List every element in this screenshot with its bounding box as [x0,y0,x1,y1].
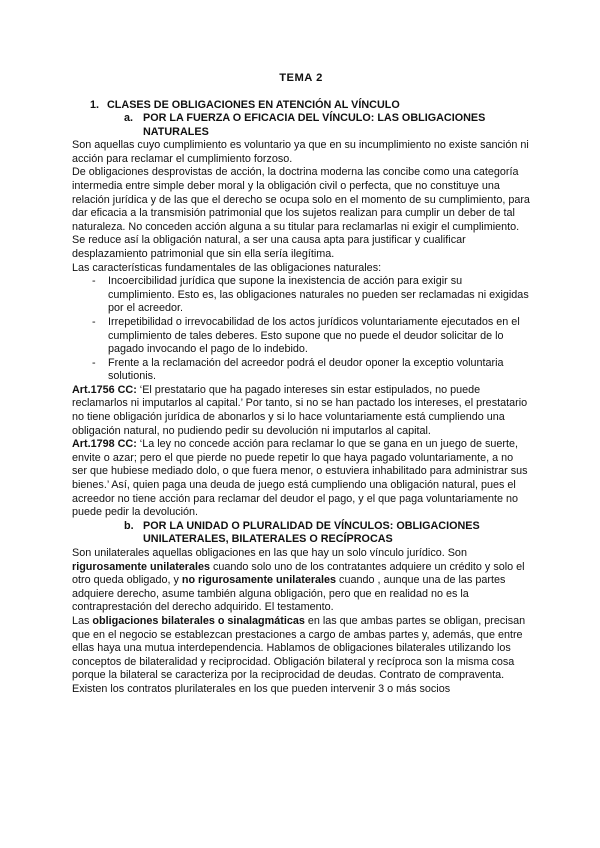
document-title: TEMA 2 [279,72,323,84]
document-page [72,72,530,697]
article-label-1756: Art.1756 CC: [72,383,137,396]
subsection-heading-b [72,520,530,547]
subsection-letter-b: b. [124,519,134,532]
paragraph-art-1798 [72,438,530,520]
paragraph-characteristics-intro: Las características fundamentales de las obligaciones naturales: [72,261,382,274]
subsection-heading-a-text: POR LA FUERZA O EFICACIA DEL VÍNCULO: LAS OBLIGACIONES NATURALES [143,112,486,138]
text-run: cuando solo uno de los contratantes adquiere un crédito y solo el otro queda obligado, y [72,560,525,587]
section-heading-text: CLASES DE OBLIGACIONES EN ATENCIÓN AL VÍNCULO [107,99,400,111]
article-label-1798: Art.1798 CC: [72,438,137,451]
paragraph-doctrine: De obligaciones desprovistas de acción, la doctrina moderna las concibe como una categoría intermedia entre simple deber moral y la obligación civil o perfecta, que no constituye una relación jurídica y de las que el derecho se ocupa solo en el momento de su cumplimiento, para dar eficacia a la transmisión patrimonial que los sujetos realizan para cumplir un deber de tal naturaleza. No conceden acción alguna a su titular para reclamarlas ni exigir el cumplimiento. Se reduce así la obligación natural, a ser una causa apta para justificar y cualificar desplazamiento patrimonial que sin ella sería ilegítima. [72,166,530,260]
subsection-heading-a [72,112,530,139]
article-text-1756: ‘El prestatario que ha pagado intereses sin estar estipulados, no puede reclamarlos ni imputarlos al capital.’ Por tanto, si no se han pactado los intereses, el prestatario no tiene obligación jurídica de abonarlos y si lo hace voluntariamente está cumpliendo una obligación natural, no pudiendo pedir su devolución ni imputarlos al capital. [72,383,528,437]
section-heading-1 [72,98,530,112]
list-item: - Incoercibilidad jurídica que supone la inexistencia de acción para exigir su cumplimiento. Esto es, las obligaciones naturales no pueden ser reclamadas ni exigidas por el acreedor. [92,275,529,315]
subsection-letter-a: a. [124,112,134,124]
bold-term: rigurosamente unilaterales [72,560,211,573]
subsection-heading-b-text: POR LA UNIDAD O PLURALIDAD DE VÍNCULOS: OBLIGACIONES UNILATERALES, BILATERALES O RECÍPROCAS [143,519,480,546]
bold-term: obligaciones bilaterales o sinalagmáticas [92,614,305,627]
section-number: 1. [90,99,100,111]
list-item-text: Incoercibilidad jurídica que supone la inexistencia de acción para exigir su cumplimiento. Esto es, las obligaciones naturales no pueden ser reclamadas ni exigidas por el acreedor. [108,275,529,315]
paragraph-unilateral [72,547,530,615]
text-run: en las que ambas partes se obligan, precisan que en el negocio se establezcan prestaciones a cargo de ambas partes y, además, que entre ellas haya una mutua interdependencia. Hablamos de obligaciones bilaterales utilizando los conceptos de bilateralidad y reciprocidad. Obligación bilateral y recíproca son la misma cosa porque la bilateral se caracteriza por la reciprocidad de deudas. Contrato de compraventa. [72,614,526,682]
list-item: - Frente a la reclamación del acreedor podrá el deudor oponer la exceptio voluntaria solutionis. [92,356,504,383]
paragraph-art-1756 [72,384,530,438]
paragraph-plurilateral: Existen los contratos plurilaterales en los que pueden intervenir 3 o más socios [72,682,451,695]
bold-term: no rigurosamente unilaterales [181,574,337,587]
text-run: Son unilaterales aquellas obligaciones en las que hay un solo vínculo jurídico. Son [72,547,467,559]
text-run: cuando , aunque una de las partes adquiere derecho, asume también alguna obligación, pero que en realidad no es la contraprestación del derecho adquirido. El testamento. [72,574,506,614]
article-text-1798: ‘La ley no concede acción para reclamar lo que se gana en un juego de suerte, envite o azar; pero el que pierde no puede repetir lo que haya pagado voluntariamente, a no ser que hubiese mediado dolo, o que fuera menor, o estuviera inhabilitado para administrar sus bienes.’ Así, quien paga una deuda de juego está cumpliendo una obligación natural, pues el acreedor no tiene acción para reclamar del deudor el pago, y el que paga voluntariamente no puede pedir la devolución. [72,438,528,519]
characteristics-list [72,275,530,384]
list-item-text: Irrepetibilidad o irrevocabilidad de los actos jurídicos voluntariamente ejecutados en el cumplimiento de tales deberes. Esto supone que no puede el deudor solicitar de lo pagado invocando el pago de lo indebido. [108,315,520,356]
text-run: Las [72,614,93,627]
paragraph-bilateral [72,615,530,683]
list-item: - Irrepetibilidad o irrevocabilidad de los actos jurídicos voluntariamente ejecutados en el cumplimiento de tales deberes. Esto supone que no puede el deudor solicitar de lo pagado invocando el pago de lo indebido. [92,315,520,356]
paragraph-definition: Son aquellas cuyo cumplimiento es voluntario ya que en su incumplimiento no existe sanción ni acción para reclamar el cumplimiento forzoso. [72,139,529,165]
list-item-text: Frente a la reclamación del acreedor podrá el deudor oponer la exceptio voluntaria solutionis. [108,356,504,383]
